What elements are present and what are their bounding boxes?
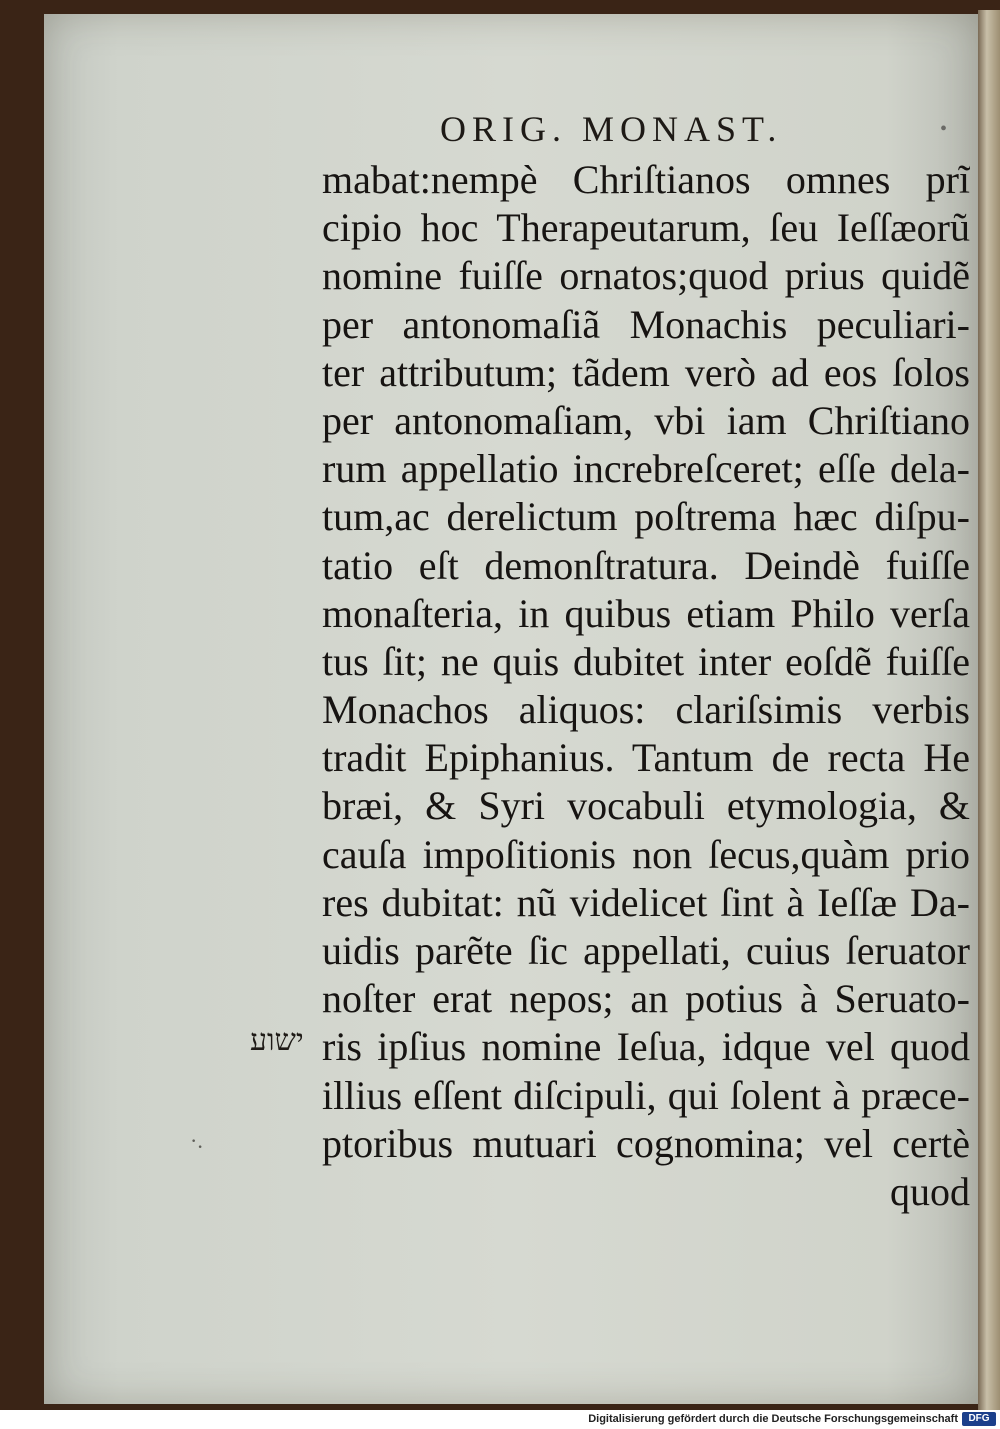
text-line: tatio eſt demonſtratura. Deindè fuiſſe: [322, 542, 970, 588]
text-line: bræi, & Syri vocabuli etymologia, &: [322, 783, 970, 829]
text-line: per antonomaſiam, vbi iam Chriſtiano: [322, 397, 970, 443]
text-line: ris ipſius nomine Ieſua, idque vel quod: [322, 1024, 970, 1070]
catchword: quod: [890, 1168, 970, 1214]
text-line: nomine fuiſſe ornatos;quod prius quidẽ: [322, 253, 970, 299]
text-line: monaſteria, in quibus etiam Philo verſa: [322, 590, 970, 636]
text-line: res dubitat: nũ videlicet ſint à Ieſſæ Da-: [322, 879, 970, 925]
text-line: ptoribus mutuari cognomina; vel certè: [322, 1120, 970, 1166]
text-line: cipio hoc Therapeutarum, ſeu Ieſſæorũ: [322, 205, 970, 251]
text-line: rum appellatio increbreſceret; eſſe dela-: [322, 446, 970, 492]
text-line: ter attributum; tãdem verò ad eos ſolos: [322, 349, 970, 395]
text-line: Monachos aliquos: clariſsimis verbis: [322, 687, 970, 733]
text-line: noſter erat nepos; an potius à Seruato-: [322, 976, 970, 1022]
text-line: cauſa impoſitionis non ſecus,quàm prio: [322, 831, 970, 877]
running-head: ORIG. MONAST.: [440, 109, 783, 149]
text-line: tus ſit; ne quis dubitet inter eoſdẽ fuiſſe: [322, 638, 970, 684]
text-line: tum,ac derelictum poſtrema hæc diſpu-: [322, 494, 970, 540]
hebrew-margin-note: ישוע: [250, 1024, 304, 1057]
footer-bar: [0, 1410, 1000, 1429]
text-line: per antonomaſiã Monachis peculiari-: [322, 301, 970, 347]
book-edge: [978, 10, 1000, 1410]
text-line: mabat:nempè Chriſtianos omnes prĩ: [322, 157, 970, 202]
margin-smudge: ·.: [190, 1128, 203, 1153]
body-text: [322, 156, 970, 1216]
text-line: uidis parẽte ſic appellati, cuius ſeruator: [322, 928, 970, 973]
funding-credit: Digitalisierung gefördert durch die Deutsche Forschungsgemeinschaft: [588, 1413, 958, 1425]
dfg-logo[interactable]: DFG: [962, 1412, 996, 1426]
text-line: illius eſſent diſcipuli, qui ſolent à præce-: [322, 1072, 970, 1118]
running-head-mark: •: [940, 118, 948, 140]
text-line: tradit Epiphanius. Tantum de recta He: [322, 735, 970, 781]
